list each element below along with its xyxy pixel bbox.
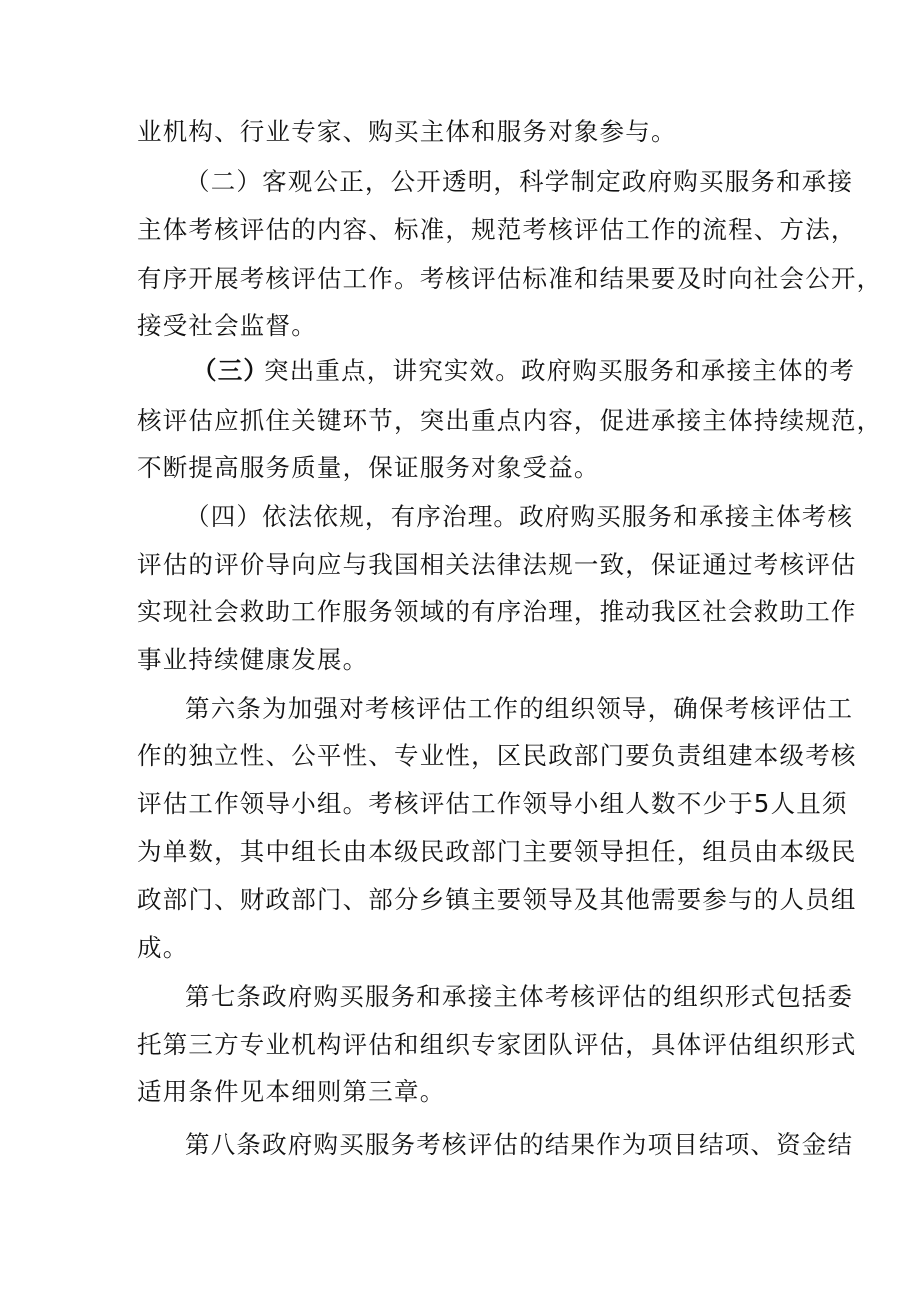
text-line: （四）依法依规，有序治理。政府购买服务和承接主体考核	[185, 502, 854, 531]
text-line: 核评估应抓住关键环节，突出重点内容，促进承接主体持续规范，	[137, 406, 883, 435]
text-line: 有序开展考核评估工作。考核评估标准和结果要及时向社会公开，	[137, 264, 883, 293]
list-marker: （三）	[192, 356, 270, 385]
text-line: 接受社会监督。	[137, 311, 317, 340]
text-line: 不断提高服务质量，保证服务对象受益。	[137, 453, 600, 482]
text-line: 适用条件见本细则第三章。	[137, 1077, 446, 1106]
text-line: 托第三方专业机构评估和组织专家团队评估，具体评估组织形式	[137, 1030, 857, 1059]
text-line: 业机构、行业专家、购买主体和服务对象参与。	[137, 117, 677, 146]
text-line: 评估的评价导向应与我国相关法律法规一致，保证通过考核评估	[137, 550, 857, 579]
text-line: 第八条政府购买服务考核评估的结果作为项目结项、资金结	[185, 1130, 854, 1159]
text-line: （二）客观公正，公开透明，科学制定政府购买服务和承接	[185, 167, 854, 196]
text-line: 作的独立性、公平性、专业性，区民政部门要负责组建本级考核	[137, 741, 857, 770]
text-line: 为单数，其中组长由本级民政部门主要领导担任，组员由本级民	[137, 837, 857, 866]
text-line: 成。	[137, 933, 189, 962]
text-line: 实现社会救助工作服务领域的有序治理，推动我区社会救助工作	[137, 597, 857, 626]
text-line: 事业持续健康发展。	[137, 645, 369, 674]
text-line: 第六条为加强对考核评估工作的组织领导，确保考核评估工	[185, 694, 854, 723]
text-line: 主体考核评估的内容、标准，规范考核评估工作的流程、方法，	[137, 215, 857, 244]
text-line: 第七条政府购买服务和承接主体考核评估的组织形式包括委	[185, 982, 854, 1011]
text-line: 突出重点，讲究实效。政府购买服务和承接主体的考	[264, 356, 856, 385]
text-line: 政部门、财政部门、部分乡镇主要领导及其他需要参与的人员组	[137, 885, 857, 914]
text-line: 评估工作领导小组。考核评估工作领导小组人数不少于5人且须	[137, 789, 848, 818]
